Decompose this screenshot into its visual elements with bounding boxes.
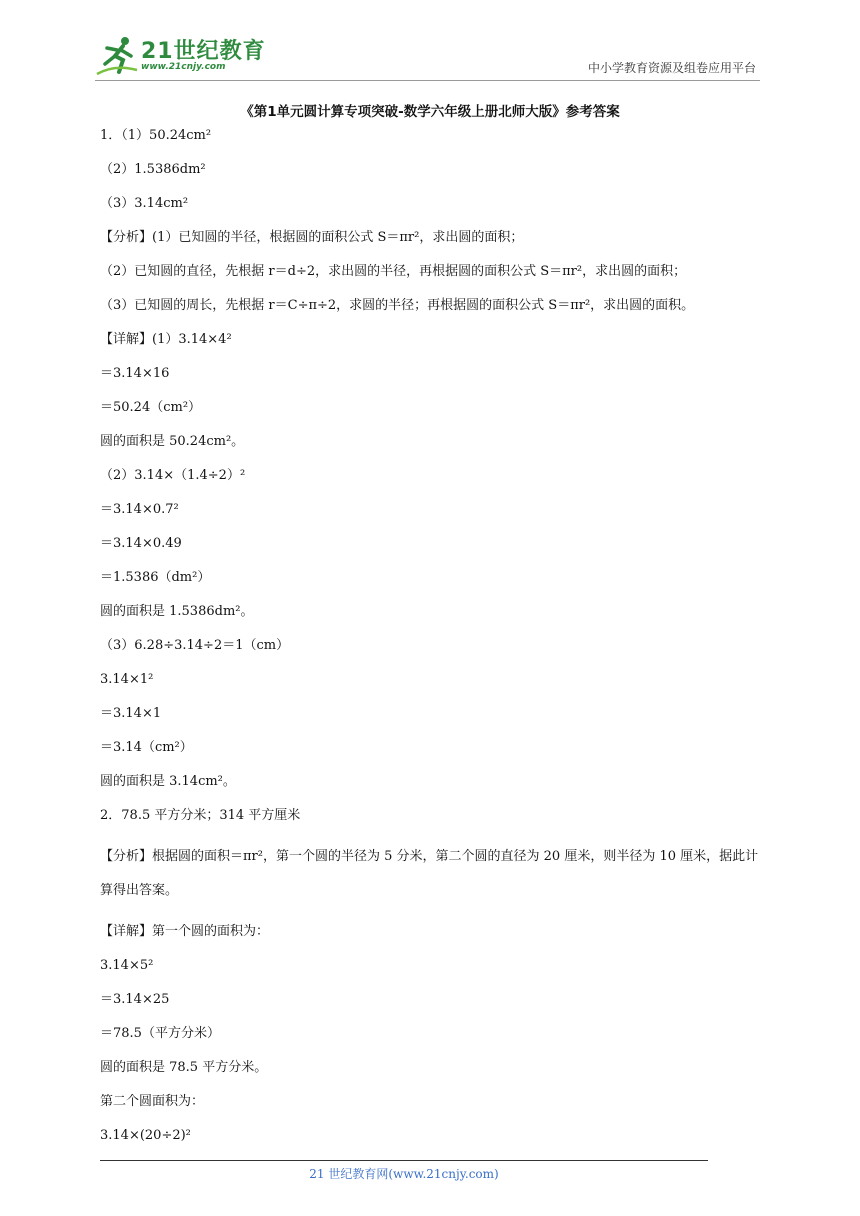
detail-line: 圆的面积是 78.5 平方分米。 — [100, 1060, 268, 1075]
detail-line: 3.14×5² — [100, 958, 154, 973]
detail-line: （2）3.14×（1.4÷2）² — [100, 468, 246, 483]
answer-line: （3）3.14cm² — [100, 196, 189, 211]
page-footer[interactable]: 21 世纪教育网(www.21cnjy.com) — [100, 1160, 708, 1182]
answer-line: 2．78.5 平方分米；314 平方厘米 — [100, 808, 301, 823]
detail-line: ＝3.14×0.49 — [100, 536, 182, 551]
answer-content — [100, 126, 765, 1146]
detail-line: ＝1.5386（dm²） — [100, 570, 211, 585]
platform-name: 中小学教育资源及组卷应用平台 — [587, 61, 756, 75]
detail-line: ＝50.24（cm²） — [100, 400, 202, 415]
detail-line: 圆的面积是 50.24cm²。 — [100, 434, 245, 449]
analysis-line: 【分析】根据圆的面积＝πr²，第一个圆的半径为 5 分米，第二个圆的直径为 20 厘米，则半径为 10 厘米，据此计算得出答案。 — [100, 849, 759, 898]
detail-line: 圆的面积是 3.14cm²。 — [100, 774, 236, 789]
detail-line: ＝3.14×16 — [100, 366, 170, 381]
detail-line: 【详解】第一个圆的面积为： — [100, 924, 270, 939]
detail-line: 圆的面积是 1.5386dm²。 — [100, 604, 254, 619]
detail-line: （3）6.28÷3.14÷2＝1（cm） — [100, 638, 290, 653]
detail-line: 【详解】(1）3.14×4² — [100, 332, 232, 347]
runner-logo-icon — [95, 34, 139, 78]
site-logo — [95, 34, 270, 78]
detail-line: 3.14×(20÷2)² — [100, 1128, 191, 1143]
detail-line: ＝78.5（平方分米） — [100, 1026, 220, 1041]
analysis-line: 【分析】(1）已知圆的半径，根据圆的面积公式 S＝πr²，求出圆的面积； — [100, 230, 524, 245]
logo-url: www.21cnjy.com — [141, 62, 226, 72]
analysis-line: （3）已知圆的周长，先根据 r＝C÷π÷2，求圆的半径；再根据圆的面积公式 S＝πr²，求出圆的面积。 — [100, 298, 695, 313]
detail-line: 3.14×1² — [100, 672, 154, 687]
page-header — [95, 28, 760, 81]
analysis-line: （2）已知圆的直径，先根据 r＝d÷2，求出圆的半径，再根据圆的面积公式 S＝πr²，求出圆的面积； — [100, 264, 687, 279]
detail-line: 第二个圆面积为： — [100, 1094, 205, 1109]
logo-text: 21世纪教育 — [141, 39, 266, 64]
detail-line: ＝3.14（cm²） — [100, 740, 193, 755]
answer-line: （2）1.5386dm² — [100, 162, 206, 177]
document-title: 《第1单元圆计算专项突破-数学六年级上册北师大版》参考答案 — [240, 104, 620, 120]
answer-line: 1．（1）50.24cm² — [100, 128, 212, 143]
detail-line: ＝3.14×25 — [100, 992, 170, 1007]
detail-line: ＝3.14×0.7² — [100, 502, 179, 517]
detail-line: ＝3.14×1 — [100, 706, 162, 721]
